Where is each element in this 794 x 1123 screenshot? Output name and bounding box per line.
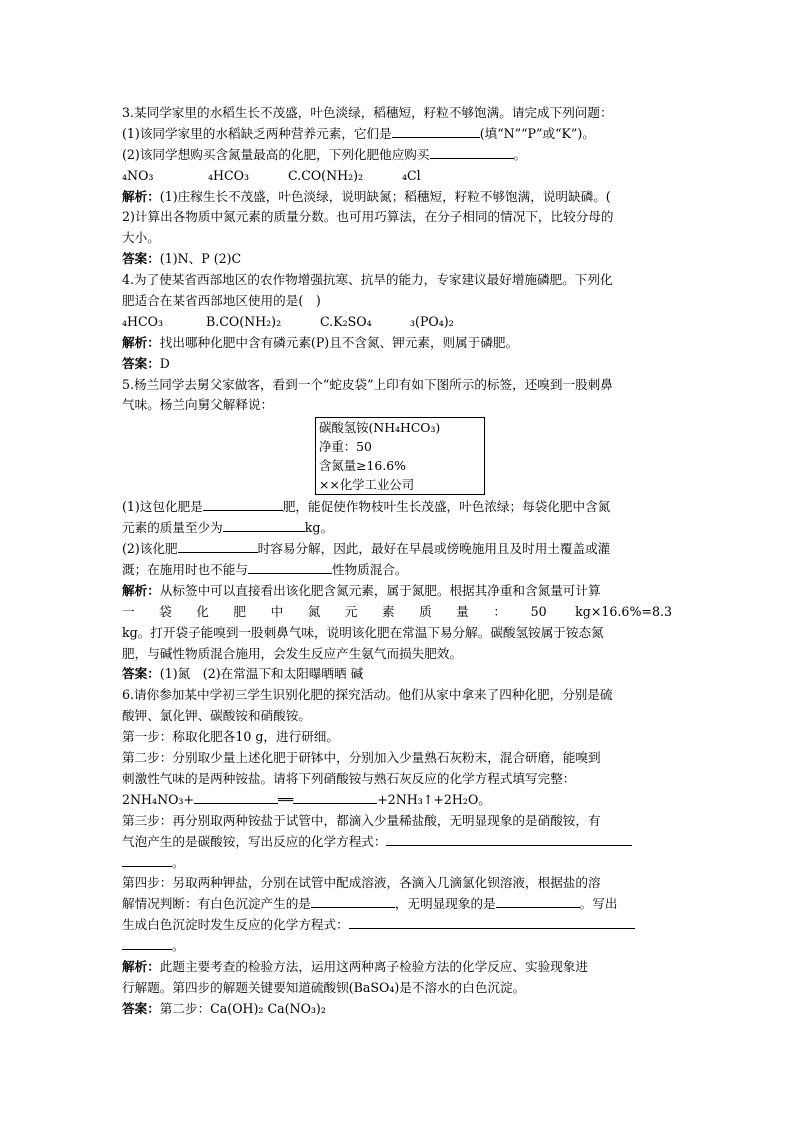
q3-part1-text: (1)该同学家里的水稻缺乏两种营养元素，它们是: [122, 125, 392, 141]
q5-analysis-label: 解析：: [122, 582, 160, 598]
q6-analysis-label: 解析：: [122, 958, 160, 974]
q5-part1-line1: [122, 497, 672, 518]
q5-part1-line2-text: 元素的质量至少为: [122, 520, 223, 536]
q6-step4-line3-text: 生成白色沉淀时发生反应的化学方程式：: [122, 917, 349, 933]
q5-stem-line2: 气味。杨兰向舅父解释说：: [122, 397, 274, 413]
q5-part1-line2: [122, 518, 672, 539]
q3-option-d: ₄Cl: [402, 167, 421, 183]
q5-analysis-line4: 肥，与碱性物质混合施用，会发生反应产生氨气而损失肥效。: [122, 645, 463, 661]
q6-blank-3[interactable]: [386, 832, 632, 846]
q6-step4-post: 。写出: [579, 896, 618, 912]
q5-blank-1[interactable]: [203, 497, 283, 511]
q5-analysis-text-2: 一袋化肥中氮元素质量：50 kg×16.6%=8.3: [122, 603, 672, 619]
q5-answer-text: (1)氮 (2)在常温下和太阳曝晒晒 碱: [159, 666, 364, 682]
q5-part2-line1: [122, 539, 672, 560]
q4-option-c: C.K₂SO₄: [320, 313, 372, 329]
q6-step3-text: 气泡产生的是碳酸铵，写出反应的化学方程式：: [122, 833, 387, 849]
q6-equation-equals: ══: [278, 791, 294, 807]
q3-stem: 3.某同学家里的水稻生长不茂盛，叶色淡绿，稻穗短，籽粒不够饱满。请完成下列问题：: [122, 105, 613, 120]
q5-part2-mid: 时容易分解，因此，最好在早晨或傍晚施用且及时用土覆盖或灌: [257, 541, 611, 557]
q6-stem-line2: 酸钾、氯化钾、碳酸铵和硝酸铵。: [122, 708, 311, 724]
q3-part1: [122, 124, 672, 145]
fertilizer-label-box: [315, 417, 485, 495]
q6-analysis-line2: 行解题。第四步的解题关键要知道硫酸钡(BaSO₄)是不溶水的白色沉淀。: [122, 979, 526, 995]
q6-step4-line3: [122, 915, 672, 936]
q6-equation-reactants: 2NH₄NO₃+: [122, 791, 195, 807]
q4-option-a: ₄HCO₃: [122, 313, 164, 329]
q6-analysis-text-1: 此题主要考查的检验方法，运用这两种离子检验方法的化学反应、实验现象进: [159, 958, 588, 974]
q3-part1-hint: (填“N”“P”或“K”)。: [479, 125, 595, 141]
q3-part2-end: 。: [513, 146, 527, 162]
q5-part2-line2: [122, 560, 672, 581]
q6-analysis-line1: [122, 957, 672, 978]
q4-answer-text: D: [159, 355, 170, 371]
q3-analysis-label: 解析：: [122, 188, 160, 204]
q3-option-a: ₄NO₃: [122, 167, 154, 183]
q6-step3-line3: [122, 853, 672, 874]
label-nitrogen-content: 含氮量≥16.6%: [319, 458, 406, 474]
q5-part2-line2-text: 溉；在施用时也不能与: [122, 562, 248, 578]
q6-equation-products: +2NH₃↑+2H₂O。: [377, 791, 491, 807]
q3-answer-text: (1)N、P (2)C: [159, 251, 242, 267]
q6-blank-6-cont[interactable]: [122, 936, 172, 950]
q6-stem-line1: 6.请你参加某中学初三学生识别化肥的探究活动。他们从家中拿来了四种化肥，分别是硫: [122, 687, 613, 703]
q5-analysis-line3: kg。打开袋子能嗅到一股刺鼻气味，说明该化肥在常温下易分解。碳酸氢铵属于铵态氮: [122, 624, 604, 640]
q4-options: [122, 312, 672, 333]
q6-answer: [122, 999, 672, 1020]
q6-step3-line2: [122, 832, 672, 853]
q4-option-d: ₃(PO₄)₂: [410, 313, 454, 329]
q3-options: [122, 166, 672, 187]
q3-answer-label: 答案：: [122, 251, 160, 267]
q6-step4-line1: 第四步：另取两种钾盐，分别在试管中配成溶液，各滴入几滴氯化钡溶液，根据盐的溶: [122, 875, 601, 891]
q6-step3-end: 。: [172, 854, 185, 870]
q6-step4-text: 解情况判断：有白色沉淀产生的是: [122, 896, 311, 912]
q4-stem-line1: 4.为了使某省西部地区的农作物增强抗寒、抗旱的能力，专家建议最好增施磷肥。下列化: [122, 272, 613, 288]
q3-blank-2[interactable]: [430, 145, 514, 159]
q4-option-b: B.CO(NH₂)₂: [206, 313, 282, 329]
q6-blank-4[interactable]: [311, 894, 395, 908]
q5-part2-text: (2)该化肥: [122, 541, 178, 557]
q5-analysis-line2: [122, 602, 672, 623]
q6-equation: [122, 790, 672, 811]
q3-option-c: C.CO(NH₂)₂: [288, 167, 364, 183]
q6-step4-mid: ，无明显现象的是: [394, 896, 496, 912]
q6-step2-line2: 刺激性气味的是两种铵盐。请将下列硝酸铵与熟石灰反应的化学方程式填写完整：: [122, 770, 576, 786]
q5-blank-2[interactable]: [223, 518, 305, 532]
q5-part1-mid: 肥，能促使作物枝叶生长茂盛，叶色浓绿；每袋化肥中含氮: [282, 499, 611, 515]
q4-answer-label: 答案：: [122, 355, 160, 371]
q3-analysis-line1: [122, 187, 672, 208]
document-page: [122, 103, 672, 1020]
q5-blank-4[interactable]: [248, 560, 332, 574]
q3-part2-text: (2)该同学想购买含氮量最高的化肥，下列化肥他应购买: [122, 146, 430, 162]
q3-analysis-text-1: (1)庄稼生长不茂盛，叶色淡绿，说明缺氮；稻穗短，籽粒不够饱满，说明缺磷。(: [159, 188, 611, 204]
q5-answer-label: 答案：: [122, 666, 160, 682]
q3-analysis-line3: 大小。: [122, 230, 160, 246]
q3-answer: [122, 249, 672, 270]
q6-step1: 第一步：称取化肥各10 g，进行研细。: [122, 729, 339, 745]
label-net-weight: 净重：50: [319, 439, 372, 455]
q5-analysis-line1: [122, 581, 672, 602]
q4-analysis-text: 找出哪种化肥中含有磷元素(P)且不含氮、钾元素，则属于磷肥。: [159, 334, 519, 350]
q4-analysis-label: 解析：: [122, 334, 160, 350]
q3-part2: [122, 145, 672, 166]
q5-answer: [122, 664, 672, 685]
q4-analysis: [122, 333, 672, 354]
q6-blank-3-cont[interactable]: [122, 853, 172, 867]
q6-answer-text: 第二步：Ca(OH)₂ Ca(NO₃)₂: [159, 1000, 326, 1016]
q6-step3-line1: 第三步：再分别取两种铵盐于试管中，都滴入少量稀盐酸，无明显现象的是硝酸铵，有: [122, 812, 601, 828]
q5-blank-3[interactable]: [178, 539, 258, 553]
q6-blank-6[interactable]: [349, 915, 635, 929]
q6-step4-end: 。: [172, 938, 185, 954]
q6-blank-5[interactable]: [496, 894, 580, 908]
q3-option-b: ₄HCO₃: [208, 167, 250, 183]
q5-analysis-text-1: 从标签中可以直接看出该化肥含氮元素，属于氮肥。根据其净重和含氮量可计算: [159, 582, 601, 598]
q4-stem-line2: 肥适合在某省西部地区使用的是( ): [122, 293, 321, 309]
q5-stem-line1: 5.杨兰同学去舅父家做客，看到一个“蛇皮袋”上印有如下图所示的标签，还嗅到一股刺鼻: [122, 376, 613, 392]
q6-step4-line4: [122, 936, 672, 957]
q5-part1-unit: kg。: [304, 520, 334, 536]
q5-part2-end: 性物质混合。: [331, 562, 408, 578]
q6-step2-line1: 第二步：分别取少量上述化肥于研钵中，分别加入少量熟石灰粉末，混合研磨，能嗅到: [122, 750, 601, 766]
q5-part1-text: (1)这包化肥是: [122, 499, 203, 515]
label-product-name: 碳酸氢铵(NH₄HCO₃): [319, 420, 441, 436]
q6-step4-line2: [122, 894, 672, 915]
label-company: ××化学工业公司: [319, 477, 415, 493]
q6-blank-2[interactable]: [293, 790, 377, 804]
q4-answer: [122, 354, 672, 375]
q6-blank-1[interactable]: [194, 790, 278, 804]
q3-blank-1[interactable]: [392, 124, 480, 138]
q3-analysis-line2: 2)计算出各物质中氮元素的质量分数。也可用巧算法，在分子相同的情况下，比较分母的: [122, 209, 614, 225]
q6-answer-label: 答案：: [122, 1000, 160, 1016]
